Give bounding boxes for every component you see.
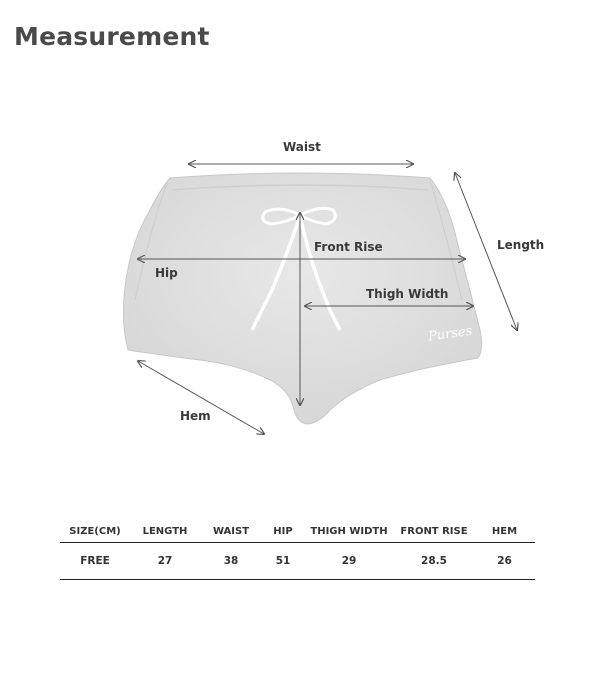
hip-label: Hip xyxy=(155,266,178,280)
column-header-size: SIZE(CM) xyxy=(60,520,130,543)
column-header-thigh-width: THIGH WIDTH xyxy=(304,520,394,543)
size-table-header-row xyxy=(60,520,535,543)
hem-label: Hem xyxy=(180,409,211,423)
cell-waist: 38 xyxy=(200,543,262,580)
cell-length: 27 xyxy=(130,543,200,580)
length-label: Length xyxy=(497,238,545,252)
hem-arrow xyxy=(138,361,264,434)
page-title: Measurement xyxy=(14,22,210,51)
column-header-waist: WAIST xyxy=(200,520,262,543)
column-header-hem: HEM xyxy=(474,520,535,543)
cell-hem: 26 xyxy=(474,543,535,580)
thigh-width-label: Thigh Width xyxy=(366,287,449,301)
size-table xyxy=(60,520,535,580)
brand-mark: Purses xyxy=(427,323,474,345)
waist-label: Waist xyxy=(283,140,321,154)
front-rise-label: Front Rise xyxy=(314,240,383,254)
column-header-hip: HIP xyxy=(262,520,304,543)
cell-front-rise: 28.5 xyxy=(394,543,474,580)
cell-thigh-width: 29 xyxy=(304,543,394,580)
cell-hip: 51 xyxy=(262,543,304,580)
cell-size: FREE xyxy=(60,543,130,580)
column-header-front-rise: FRONT RISE xyxy=(394,520,474,543)
table-row xyxy=(60,543,535,580)
column-header-length: LENGTH xyxy=(130,520,200,543)
